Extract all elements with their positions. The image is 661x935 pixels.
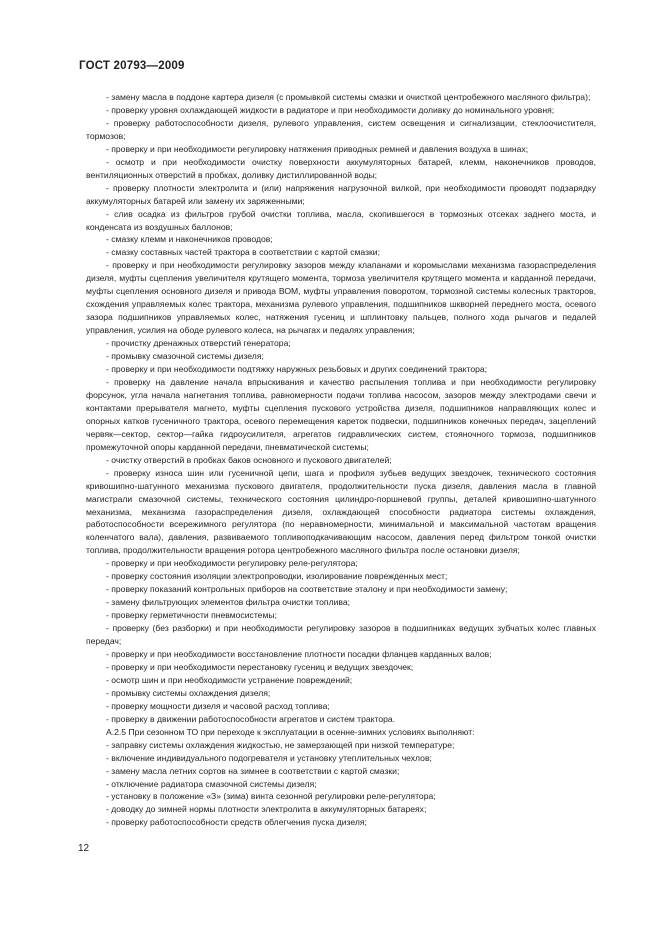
text-paragraph: - включение индивидуального подогревателя и установку утеплительных чехлов; bbox=[106, 752, 432, 763]
text-paragraph: - проверку и при необходимости подтяжку наружных резьбовых и других соединений трактора; bbox=[106, 364, 488, 375]
text-paragraph: А.2.5 При сезонном ТО при переходе к эксплуатации в осенне-зимних условиях выполняют: bbox=[106, 726, 475, 737]
text-paragraph: - очистку отверстий в пробках баков основного и пускового двигателей; bbox=[106, 454, 392, 465]
text-paragraph: - проверку герметичности пневмосистемы; bbox=[106, 610, 277, 621]
text-paragraph: - проверку работоспособности дизеля, рулевого управления, систем освещения и сигнализации, стеклоочистителя, тормозов; bbox=[86, 117, 596, 141]
document-body bbox=[86, 91, 596, 829]
text-paragraph: - проверку и при необходимости регулировку реле-регулятора; bbox=[106, 558, 358, 569]
text-paragraph: - замену масла в поддоне картера дизеля (с промывкой системы смазки и очисткой центробежного масляного фильтра); bbox=[106, 92, 591, 102]
text-paragraph: - доводку до зимней нормы плотности электролита в аккумуляторных батареях; bbox=[106, 804, 427, 815]
text-paragraph: - проверку состояния изоляции электропроводки, изолирование поврежденных мест; bbox=[106, 571, 448, 582]
text-paragraph: - проверку уровня охлаждающей жидкости в радиаторе и при необходимости доливку до номинального уровня; bbox=[106, 104, 555, 115]
document-header: ГОСТ 20793—2009 bbox=[79, 60, 185, 72]
text-paragraph: - замену фильтрующих элементов фильтра очистки топлива; bbox=[106, 597, 351, 608]
text-paragraph: - проверку в движении работоспособности агрегатов и систем трактора. bbox=[106, 713, 396, 724]
text-paragraph: - осмотр и при необходимости очистку поверхности аккумуляторных батарей, клемм, наконечников проводов, вентиляционных отверстий в пробках, доливку дистиллированной воды; bbox=[86, 156, 596, 180]
text-paragraph: - заправку системы охлаждения жидкостью, не замерзающей при низкой температуре; bbox=[106, 739, 455, 750]
text-paragraph: - слив осадка из фильтров грубой очистки топлива, масла, скопившегося в тормозных отсеках заднего моста, и конденсата из воздушных баллонов; bbox=[86, 208, 596, 232]
text-paragraph: - установку в положение «З» (зима) винта сезонной регулировки реле-регулятора; bbox=[106, 791, 436, 802]
text-paragraph: - проверку плотности электролита и (или) напряжения нагрузочной вилкой, при необходимости проводят подзарядку аккумуляторных батарей или замену их заряженными; bbox=[86, 182, 596, 206]
text-paragraph: - осмотр шин и при необходимости устранение повреждений; bbox=[106, 674, 353, 685]
text-paragraph: - проверку и при необходимости регулировку натяжения приводных ремней и давления воздуха в шинах; bbox=[106, 143, 529, 154]
text-paragraph: - отключение радиатора смазочной системы дизеля; bbox=[106, 778, 317, 789]
text-paragraph: - проверку показаний контрольных приборов на соответствие эталону и при необходимости замену; bbox=[106, 584, 508, 595]
text-paragraph: - промывку системы охлаждения дизеля; bbox=[106, 687, 271, 698]
text-paragraph: - замену масла летних сортов на зимнее в соответствии с картой смазки; bbox=[106, 765, 400, 776]
text-paragraph: - смазку клемм и наконечников проводов; bbox=[106, 234, 273, 245]
text-paragraph: - проверку мощности дизеля и часовой расход топлива; bbox=[106, 700, 330, 711]
text-paragraph: - проверку работоспособности средств облегчения пуска дизеля; bbox=[106, 817, 367, 828]
page-number: 12 bbox=[78, 843, 90, 854]
text-paragraph: - промывку смазочной системы дизеля; bbox=[106, 351, 264, 362]
text-paragraph: - проверку (без разборки) и при необходимости регулировку зазоров в подшипниках ведущих зубчатых колес главных передач; bbox=[86, 623, 596, 647]
text-paragraph: - смазку составных частей трактора в соответствии с картой смазки; bbox=[106, 247, 380, 258]
text-paragraph: - проверку и при необходимости регулировку зазоров между клапанами и коромыслами механизма газораспределения дизеля, муфты сцепления увеличителя крутящего момента, тормоза увеличителя крутящего момента и карданной передачи, муфты сцепления основного дизеля и привода ВОМ, муфты управления поворотом, тормозной системы колесных тракторов, схождения управляемых колес трактора, механизма рулевого управления, подшипников шкворней переднего моста, осевого зазора подшипников управляемых колес, натяжения гусениц и шплинтовку пальцев, полного хода рычагов и педалей управления, усилия на ободе рулевого колеса, на рычагах и педалях управления; bbox=[86, 260, 596, 336]
text-paragraph: - проверку и при необходимости восстановление плотности посадки фланцев карданных валов; bbox=[106, 648, 492, 659]
text-paragraph: - прочистку дренажных отверстий генератора; bbox=[106, 338, 291, 349]
text-paragraph: - проверку износа шин или гусеничной цепи, шага и профиля зубьев ведущих звездочек, технического состояния кривошипно-шатунного механизма пускового двигателя, продолжительности пуска дизеля, давления масла в главной магистрали смазочной системы, технического состояния цилиндро-поршневой группы, деталей кривошипно-шатунного механизма, механизма газораспределения дизеля, охлаждающей способности радиатора системы охлаждения, работоспособности всережимного регулятора (по неравномерности, минимальной и максимальной частотам вращения коленчатого вала), давления, развиваемого топливоподкачивающим насосом, давления перед фильтром тонкой очистки топлива, продолжительности вращения ротора центробежного масляного фильтра после остановки дизеля; bbox=[86, 467, 596, 556]
text-paragraph: - проверку на давление начала впрыскивания и качество распыления топлива и при необходимости регулировку форсунок, угла начала нагнетания топлива, равномерности подачи топлива насосом, зазоров между электродами свечи и контактами прерывателя магнето, муфты сцепления пускового устройства дизеля, подшипников направляющих колес и опорных катков гусеничного трактора, осевого перемещения кареток подвески, подшипников конечных передач, зацеплений червяк—сектор, сектор—гайка гидроусилителя, агрегатов гидравлических систем, стояночного тормоза, подшипников промежуточной опоры карданной передачи, пневматической системы; bbox=[86, 376, 596, 452]
text-paragraph: - проверку и при необходимости перестановку гусениц и ведущих звездочек; bbox=[106, 661, 414, 672]
